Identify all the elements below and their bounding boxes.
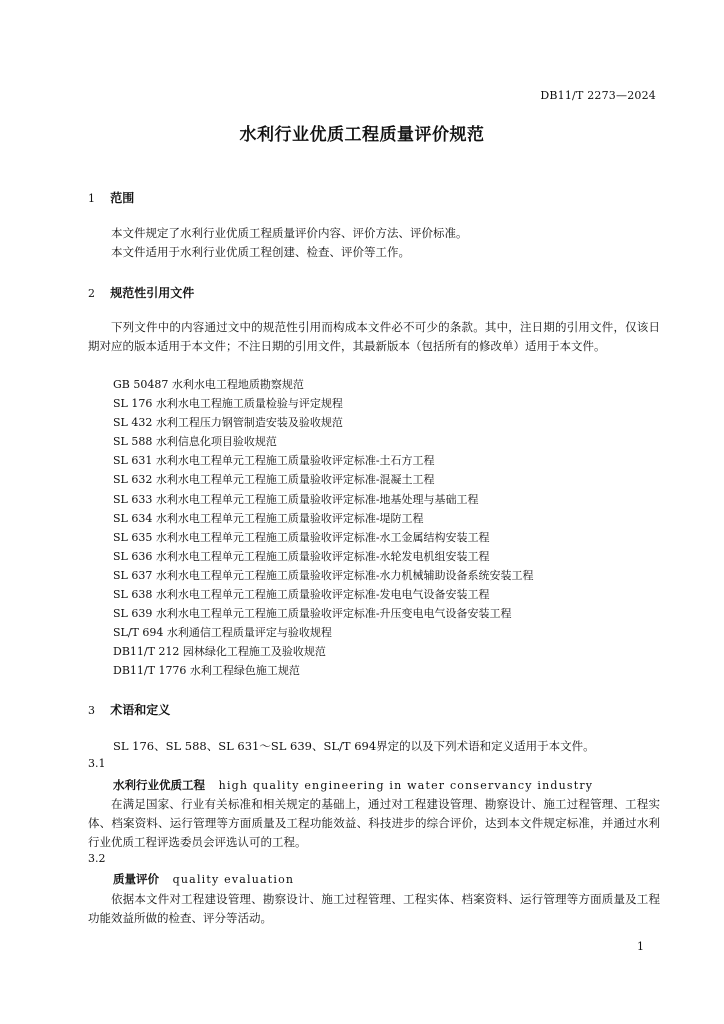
reference-item: SL 638 水利水电工程单元工程施工质量验收评定标准-发电电气设备安装工程 — [113, 588, 490, 602]
reference-item: SL 632 水利水电工程单元工程施工质量验收评定标准-混凝土工程 — [113, 473, 435, 487]
section-number: 3 — [88, 704, 95, 717]
term-name-en: high quality engineering in water conservancy industry — [218, 779, 594, 792]
term-3-1-definition — [88, 795, 660, 852]
reference-item: GB 50487 水利水电工程地质勘察规范 — [113, 378, 304, 391]
term-number: 3.1 — [88, 757, 106, 770]
term-number: 3.2 — [88, 852, 106, 865]
reference-item: SL 432 水利工程压力钢管制造安装及验收规范 — [113, 416, 343, 430]
section-title: 范围 — [110, 191, 135, 205]
paragraph: 本文件规定了水利行业优质工程质量评价内容、评价方法、评价标准。 — [111, 226, 468, 240]
section-3-intro: SL 176、SL 588、SL 631～SL 639、SL/T 694界定的以及下列术语和定义适用于本文件。 — [113, 739, 595, 753]
term-3-1-title — [113, 777, 593, 793]
section-1-body — [88, 224, 660, 262]
reference-item: SL 633 水利水电工程单元工程施工质量验收评定标准-地基处理与基础工程 — [113, 492, 479, 506]
section-title: 规范性引用文件 — [110, 286, 195, 300]
reference-item: SL 176 水利水电工程施工质量检验与评定规程 — [113, 397, 343, 411]
term-3-2-title — [113, 871, 294, 887]
term-3-2-definition — [88, 890, 660, 928]
reference-item: SL 636 水利水电工程单元工程施工质量验收评定标准-水轮发电机组安装工程 — [113, 549, 490, 563]
reference-list — [113, 375, 534, 681]
section-2-heading — [88, 284, 194, 301]
document-title: 水利行业优质工程质量评价规范 — [239, 125, 485, 145]
term-name-zh: 水利行业优质工程 — [113, 778, 205, 792]
paragraph: 下列文件中的内容通过文中的规范性引用而构成本文件必不可少的条款。其中，注日期的引用文件，仅该日期对应的版本适用于本文件；不注日期的引用文件，其最新版本（包括所有的修改单）适用于本文件。 — [88, 320, 660, 353]
reference-item: DB11/T 212 园林绿化工程施工及验收规范 — [113, 645, 326, 659]
section-3-heading — [88, 701, 170, 718]
paragraph: 本文件适用于水利行业优质工程创建、检查、评价等工作。 — [111, 245, 410, 259]
paragraph: 在满足国家、行业有关标准和相关规定的基础上，通过对工程建设管理、勘察设计、施工过程管理、工程实体、档案资料、运行管理等方面质量及工程功能效益、科技进步的综合评价，达到本文件规定标准，并通过水利行业优质工程评选委员会评选认可的工程。 — [88, 797, 660, 849]
section-number: 1 — [88, 192, 95, 205]
page-number: 1 — [637, 940, 644, 953]
term-name-en: quality evaluation — [172, 873, 295, 886]
reference-item: SL/T 694 水利通信工程质量评定与验收规程 — [113, 626, 332, 640]
standard-code: DB11/T 2273—2024 — [540, 89, 656, 102]
section-2-intro — [88, 318, 660, 356]
reference-item: SL 639 水利水电工程单元工程施工质量验收评定标准-升压变电电气设备安装工程 — [113, 607, 512, 621]
reference-item: SL 634 水利水电工程单元工程施工质量验收评定标准-堤防工程 — [113, 511, 424, 525]
term-name-zh: 质量评价 — [113, 872, 159, 886]
reference-item: SL 631 水利水电工程单元工程施工质量验收评定标准-土石方工程 — [113, 454, 435, 468]
reference-item: SL 588 水利信息化项目验收规范 — [113, 435, 277, 449]
section-1-heading — [88, 189, 134, 206]
reference-item: SL 635 水利水电工程单元工程施工质量验收评定标准-水工金属结构安装工程 — [113, 530, 490, 544]
section-number: 2 — [88, 287, 95, 300]
paragraph: 依据本文件对工程建设管理、勘察设计、施工过程管理、工程实体、档案资料、运行管理等方面质量及工程功能效益所做的检查、评分等活动。 — [88, 892, 660, 925]
reference-item: SL 637 水利水电工程单元工程施工质量验收评定标准-水力机械辅助设备系统安装工程 — [113, 568, 534, 582]
section-title: 术语和定义 — [110, 703, 171, 717]
reference-item: DB11/T 1776 水利工程绿色施工规范 — [113, 664, 300, 678]
